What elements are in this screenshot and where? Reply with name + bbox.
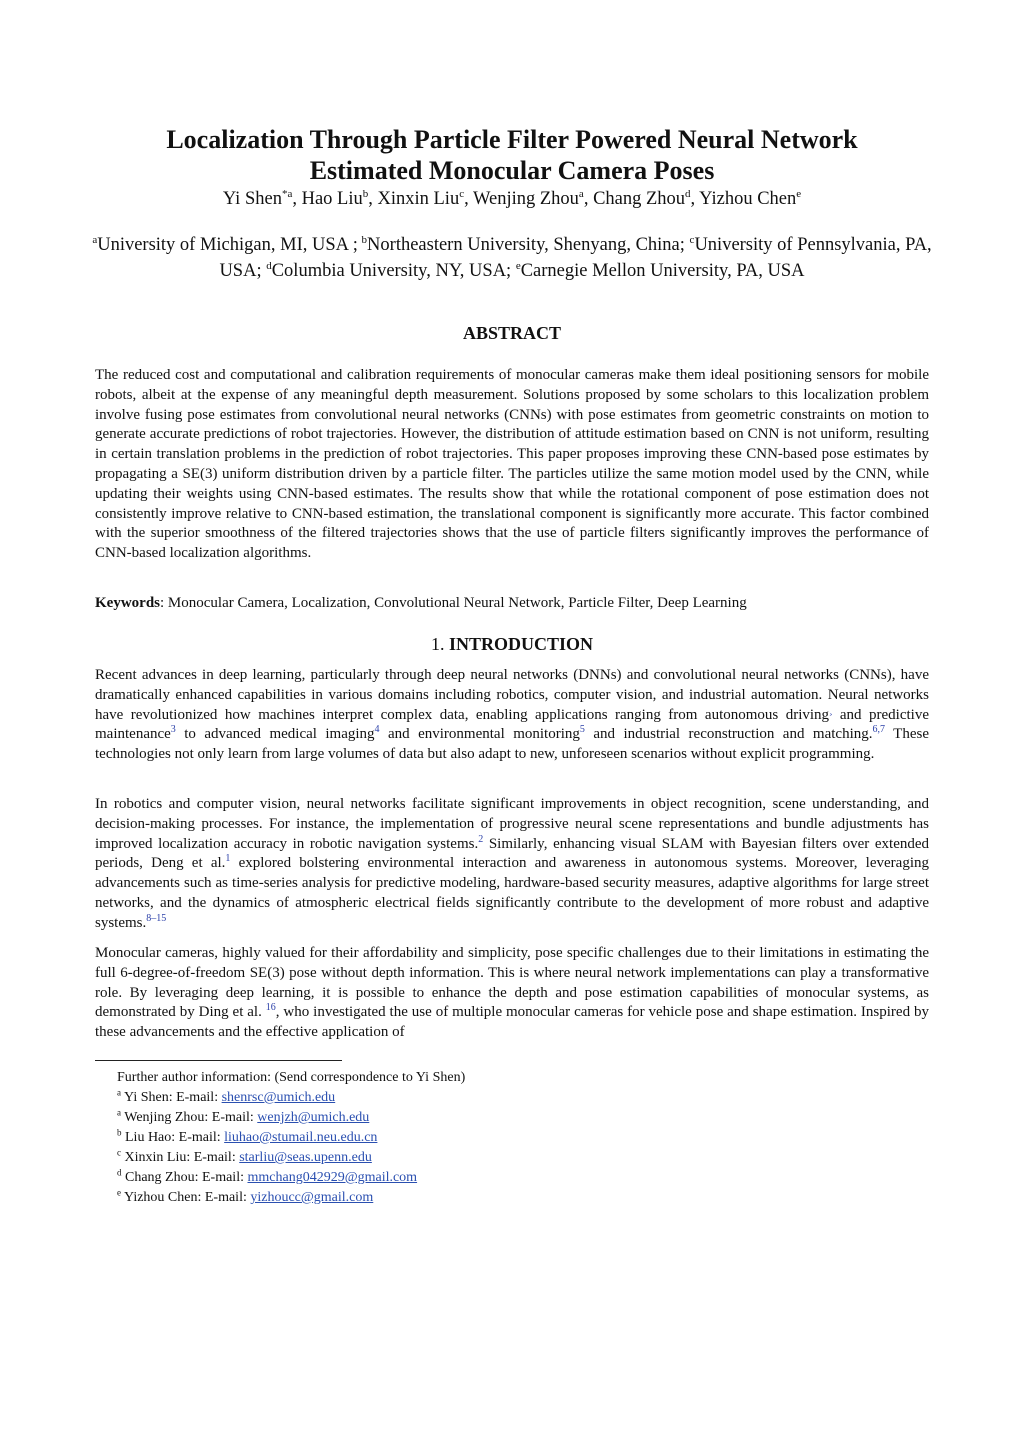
abstract-text: The reduced cost and computational and calibration requirements of monocular cameras make them ideal positioning sensors for mobile robots, albeit at the expense of any meaningful depth measurement. Solutions proposed by some scholars to this localization problem involve fusing pose estimates from convolutional neural networks (CNNs) with pose estimates from geometric constraints on motion to generate accurate predictions of robot trajectories. However, the distribution of attitude estimation based on CNN is not uniform, resulting in certain translation problems in the prediction of robot trajectories. This paper proposes improving these CNN-based pose estimates by propagating a SE(3) uniform distribution driven by a particle filter. The particles utilize the same motion model used by the CNN, while updating their weights using CNN-based estimates. The results show that while the rotational component of pose estimation does not consistently improve relative to CNN-based estimation, the translational component is significantly more accurate. This factor combined with the superior smoothness of the filtered trajectories shows that the use of particle filters significantly improves the performance of CNN-based localization algorithms. [95,367,929,562]
affiliation-text: University of Michigan, MI, USA ; [97,235,362,255]
footnote-label: Xinxin Liu: E-mail: [121,1150,240,1165]
text-run: In robotics and computer vision, neural networks facilitate significant improvements in object recognition, scene understanding, and decision-making processes. For instance, the implementation of progressive neural scene representations and bundle adjustments has improved localization accuracy in robotic navigation systems. [95,796,929,852]
email-link[interactable]: mmchang042929@gmail.com [247,1170,418,1185]
citation-ref[interactable]: 1 [225,853,231,865]
footnote-mark: c [117,1147,121,1158]
affiliation-mark: a [92,233,98,246]
affiliation-text: Carnegie Mellon University, PA, USA [520,261,805,281]
text-run: These technologies not only learn from large volumes of data but also adapt to new, unforeseen scenarios without explicit programming. [95,726,929,763]
intro-paragraph-1 [95,666,929,765]
footnote-entry [117,1168,917,1188]
text-run: Monocular cameras, highly valued for their affordability and simplicity, pose specific challenges due to their limitations in estimating the full 6-degree-of-freedom SE(3) pose without depth information. This is where neural network implementations can play a transformative role. By leveraging deep learning, it is possible to enhance the depth and pose estimation capabilities of monocular systems, as demonstrated by Ding et al. [95,945,929,1021]
author-name: Yi Shen [222,189,282,209]
affiliation-mark: d [266,259,272,272]
citation-ref[interactable]: 6,7 [872,724,885,736]
text-run: and predictive maintenance [95,706,929,743]
author-name: Chang Zhou [593,189,686,209]
footnote-entry [117,1088,917,1108]
footnote-mark: d [117,1167,122,1178]
text-run: and environmental monitoring [379,726,580,743]
author-mark: c [459,187,465,200]
footnote-intro: Further author information: (Send correspondence to Yi Shen) [117,1070,466,1085]
affiliation-mark: b [361,233,368,246]
keywords [95,594,929,614]
footnote-label: Wenjing Zhou: E-mail: [121,1110,258,1125]
intro-paragraph-3 [95,944,929,1043]
footnote-label: Chang Zhou: E-mail: [121,1170,248,1185]
email-link[interactable]: shenrsc@umich.edu [221,1090,336,1105]
footnote-divider [95,1060,342,1061]
author-name: Xinxin Liu [377,189,460,209]
keywords-label: Keywords [95,595,160,611]
footnote-mark: a [117,1107,121,1118]
footnote-entry [117,1108,917,1128]
email-link[interactable]: starliu@seas.upenn.edu [239,1150,372,1165]
text-run: to advanced medical imaging [175,726,375,743]
paper-title [80,124,944,186]
footnote-entry [117,1148,917,1168]
footnote-mark: e [117,1187,121,1198]
footnote-mark: b [117,1127,122,1138]
citation-ref[interactable]: 4 [374,724,380,736]
author-mark: *a [281,187,293,200]
title-line-1: Localization Through Particle Filter Powered Neural Network [166,125,858,154]
citation-ref[interactable]: 2 [478,833,484,845]
affiliation-text: Columbia University, NY, USA; [271,261,516,281]
footnote-entry [117,1188,917,1208]
footnote-label: Yi Shen: E-mail: [121,1090,222,1105]
affiliation-mark: c [689,233,695,246]
affiliation-mark: e [515,259,521,272]
section-title: INTRODUCTION [448,634,594,654]
affiliations [80,232,944,284]
text-run: explored bolstering environmental interaction and awareness in autonomous systems. Moreover, leveraging advancements such as time-series analysis for predictive modeling, hardware-based security measures, adaptive algorithms for large street networks, and the dynamics of atmospheric electrical fields significantly contribute to the development of more robust and adaptive systems. [95,855,929,931]
text-run: Recent advances in deep learning, particularly through deep neural networks (DNNs) and convolutional neural networks (CNNs), have dramatically enhanced capabilities in various domains including robotics, computer vision, and industrial automation. Neural networks have revolutionized how machines interpret complex data, enabling applications ranging from autonomous driving [95,667,929,723]
footnote-label: Liu Hao: E-mail: [121,1130,225,1145]
affiliation-text: University of Pennsylvania, PA, USA; [219,235,932,281]
title-line-2: Estimated Monocular Camera Poses [309,156,715,185]
section-number: 1. [430,634,449,654]
citation-ref[interactable]: ¸ [829,704,833,716]
author-name: Hao Liu [301,189,363,209]
citation-ref[interactable]: 16 [265,1002,276,1014]
text-run: and industrial reconstruction and matching. [584,726,873,743]
intro-heading [80,634,944,655]
text-run: , who investigated the use of multiple monocular cameras for vehicle pose and shape estimation. Inspired by these advancements and the effective application of [95,1004,929,1041]
email-link[interactable]: liuhao@stumail.neu.edu.cn [224,1130,378,1145]
footnote-entry [117,1128,917,1148]
keywords-text: : Monocular Camera, Localization, Convolutional Neural Network, Particle Filter, Deep Learning [160,595,747,611]
intro-paragraph-2 [95,795,929,934]
text-run: Similarly, enhancing visual SLAM with Bayesian filters over extended periods, Deng et al. [95,835,930,872]
email-link[interactable]: wenjzh@umich.edu [257,1110,370,1125]
footnote-label: Yizhou Chen: E-mail: [121,1190,251,1205]
author-mark: b [362,187,369,200]
author-mark: a [578,187,584,200]
author-name: Yizhou Chen [699,189,797,209]
abstract-heading: ABSTRACT [462,323,562,343]
footnote-mark: a [117,1087,121,1098]
affiliation-text: Northeastern University, Shenyang, China; [367,235,690,255]
citation-ref[interactable]: 5 [579,724,585,736]
citation-ref[interactable]: 8–15 [146,912,167,924]
footnotes [117,1068,917,1208]
citation-ref[interactable]: 3 [170,724,176,736]
author-list: Yi Shen$^{*a}$, Hao Liu$^b$, Xinxin Liu$^c$, Wenjing Zhou$^a$, Chang Zhou$^d$, Yizhou Chen$^e$ [222,187,802,209]
author-mark: e [796,187,802,200]
email-link[interactable]: yizhoucc@gmail.com [250,1190,374,1205]
author-mark: d [685,187,691,200]
author-name: Wenjing Zhou [473,189,579,209]
